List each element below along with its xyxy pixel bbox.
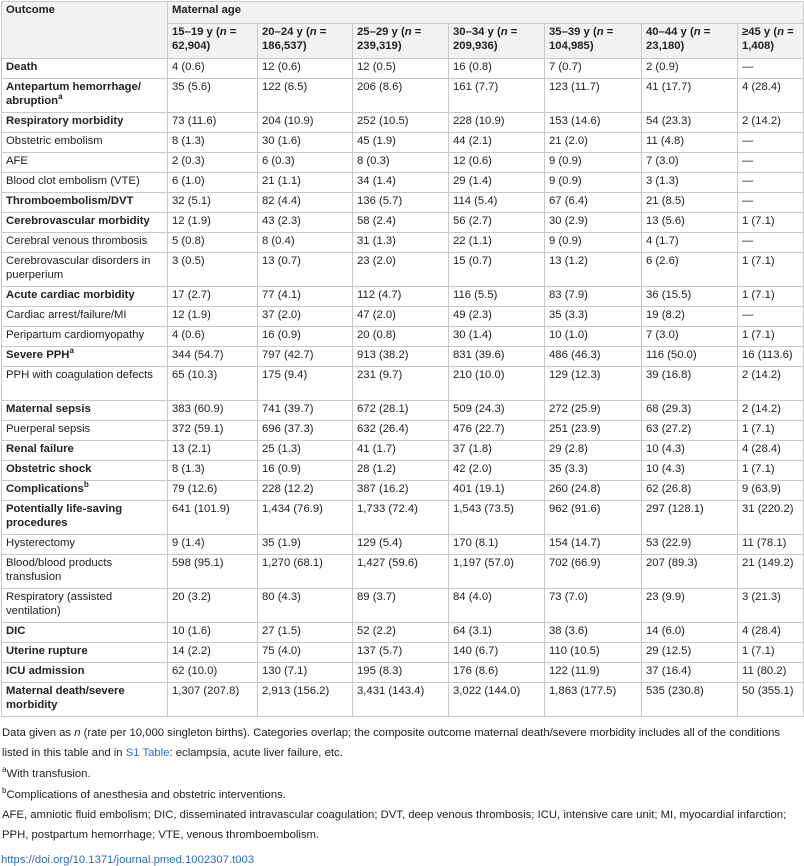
table-cell: 14 (2.2) [168, 643, 258, 663]
table-cell: 509 (24.3) [449, 401, 545, 421]
table-cell: 122 (6.5) [258, 79, 353, 113]
outcome-label: AFE [2, 153, 168, 173]
table-cell: 797 (42.7) [258, 347, 353, 367]
table-cell: 175 (9.4) [258, 367, 353, 401]
table-cell: 77 (4.1) [258, 287, 353, 307]
table-row [2, 233, 804, 253]
table-cell: 37 (1.8) [449, 441, 545, 461]
table-cell: 30 (2.9) [545, 213, 642, 233]
table-cell: 228 (12.2) [258, 481, 353, 501]
table-cell: 3 (0.5) [168, 253, 258, 287]
table-cell: 641 (101.9) [168, 501, 258, 535]
table-row [2, 133, 804, 153]
table-cell: 1,427 (59.6) [353, 555, 449, 589]
table-cell: 114 (5.4) [449, 193, 545, 213]
table-cell: 13 (2.1) [168, 441, 258, 461]
table-cell: 52 (2.2) [353, 623, 449, 643]
table-row [2, 367, 804, 401]
table-cell: 372 (59.1) [168, 421, 258, 441]
table-cell: 23 (2.0) [353, 253, 449, 287]
table-row [2, 589, 804, 623]
table-cell: 36 (15.5) [642, 287, 738, 307]
table-cell: 44 (2.1) [449, 133, 545, 153]
table-cell: 228 (10.9) [449, 113, 545, 133]
table-cell: 12 (0.5) [353, 59, 449, 79]
table-cell: 45 (1.9) [353, 133, 449, 153]
table-cell: 231 (9.7) [353, 367, 449, 401]
table-cell: 153 (14.6) [545, 113, 642, 133]
table-cell: 2 (14.2) [738, 401, 804, 421]
table-cell: — [738, 173, 804, 193]
table-cell: 122 (11.9) [545, 663, 642, 683]
table-cell: 4 (1.7) [642, 233, 738, 253]
table-cell: 207 (89.3) [642, 555, 738, 589]
table-cell: — [738, 59, 804, 79]
footnote-marker: a [58, 91, 63, 101]
table-cell: 161 (7.7) [449, 79, 545, 113]
table-cell: 42 (2.0) [449, 461, 545, 481]
table-cell: 6 (1.0) [168, 173, 258, 193]
table-cell: 486 (46.3) [545, 347, 642, 367]
table-cell: 64 (3.1) [449, 623, 545, 643]
table-cell: 35 (3.3) [545, 307, 642, 327]
table-cell: 137 (5.7) [353, 643, 449, 663]
table-cell: 112 (4.7) [353, 287, 449, 307]
table-cell: 7 (3.0) [642, 153, 738, 173]
table-cell: 8 (0.3) [353, 153, 449, 173]
table-cell: 31 (220.2) [738, 501, 804, 535]
table-row [2, 555, 804, 589]
table-cell: 54 (23.3) [642, 113, 738, 133]
table-cell: 535 (230.8) [642, 683, 738, 717]
table-cell: 1,434 (76.9) [258, 501, 353, 535]
table-cell: 598 (95.1) [168, 555, 258, 589]
table-cell: 67 (6.4) [545, 193, 642, 213]
outcome-label: Blood/blood products transfusion [2, 555, 168, 589]
table-row [2, 307, 804, 327]
table-cell: 21 (2.0) [545, 133, 642, 153]
table-row [2, 461, 804, 481]
table-cell: 16 (0.8) [449, 59, 545, 79]
table-cell: 2 (0.9) [642, 59, 738, 79]
outcome-label: Maternal death/severe morbidity [2, 683, 168, 717]
age-column-header: 20–24 y (n = 186,537) [258, 24, 353, 59]
footnote-marker: a [69, 346, 74, 356]
table-cell: 37 (2.0) [258, 307, 353, 327]
table-figure [1, 1, 803, 866]
s1-table-link[interactable]: S1 Table [125, 746, 170, 759]
doi-link[interactable]: https://doi.org/10.1371/journal.pmed.1002307.t003 [1, 854, 255, 866]
table-footnotes [1, 724, 803, 845]
outcome-label: Hysterectomy [2, 535, 168, 555]
table-cell: 1,863 (177.5) [545, 683, 642, 717]
outcome-label: DIC [2, 623, 168, 643]
table-cell: 29 (2.8) [545, 441, 642, 461]
table-cell: 1,307 (207.8) [168, 683, 258, 717]
table-cell: 9 (1.4) [168, 535, 258, 555]
table-cell: 31 (1.3) [353, 233, 449, 253]
table-cell: 5 (0.8) [168, 233, 258, 253]
table-cell: 84 (4.0) [449, 589, 545, 623]
table-cell: 29 (12.5) [642, 643, 738, 663]
table-cell: 13 (0.7) [258, 253, 353, 287]
table-cell: 1 (7.1) [738, 461, 804, 481]
footnote-abbreviations: AFE, amniotic fluid embolism; DIC, disseminated intravascular coagulation; DVT, deep venous thrombosis; ICU, intensive care unit; MI, myocardial infarction; PPH, postpartum hemorrhage; VTE, venous thromboembolism. [2, 809, 787, 841]
table-cell: 1,197 (57.0) [449, 555, 545, 589]
table-cell: 41 (1.7) [353, 441, 449, 461]
table-cell: 476 (22.7) [449, 421, 545, 441]
table-cell: 3 (1.3) [642, 173, 738, 193]
age-column-header: 40–44 y (n = 23,180) [642, 24, 738, 59]
table-cell: 1 (7.1) [738, 643, 804, 663]
table-cell: 297 (128.1) [642, 501, 738, 535]
table-cell: 10 (1.0) [545, 327, 642, 347]
table-body [2, 59, 804, 717]
table-cell: 2 (14.2) [738, 367, 804, 401]
table-cell: 11 (80.2) [738, 663, 804, 683]
age-column-header: ≥45 y (n = 1,408) [738, 24, 804, 59]
table-cell: 260 (24.8) [545, 481, 642, 501]
table-cell: 110 (10.5) [545, 643, 642, 663]
table-cell: 9 (0.9) [545, 173, 642, 193]
table-cell: 6 (0.3) [258, 153, 353, 173]
table-row [2, 481, 804, 501]
table-cell: 11 (78.1) [738, 535, 804, 555]
outcome-label: Respiratory (assisted ventilation) [2, 589, 168, 623]
table-cell: 37 (16.4) [642, 663, 738, 683]
table-cell: 8 (1.3) [168, 461, 258, 481]
table-cell: 4 (28.4) [738, 623, 804, 643]
table-cell: 195 (8.3) [353, 663, 449, 683]
table-row [2, 213, 804, 233]
table-cell: 4 (0.6) [168, 327, 258, 347]
table-cell: 962 (91.6) [545, 501, 642, 535]
table-row [2, 623, 804, 643]
table-row [2, 79, 804, 113]
outcome-label: Antepartum hemorrhage/ abruption$^a$ [2, 79, 168, 113]
table-cell: 116 (5.5) [449, 287, 545, 307]
table-cell: 210 (10.0) [449, 367, 545, 401]
table-cell: 80 (4.3) [258, 589, 353, 623]
table-cell: 831 (39.6) [449, 347, 545, 367]
outcome-label: Cerebrovascular disorders in puerperium [2, 253, 168, 287]
table-cell: 34 (1.4) [353, 173, 449, 193]
table-cell: 68 (29.3) [642, 401, 738, 421]
outcome-label: Cerebral venous thrombosis [2, 233, 168, 253]
table-cell: 1 (7.1) [738, 421, 804, 441]
age-column-header: 35–39 y (n = 104,985) [545, 24, 642, 59]
table-cell: 89 (3.7) [353, 589, 449, 623]
table-cell: 140 (6.7) [449, 643, 545, 663]
footnote-marker: b [83, 480, 89, 490]
table-cell: 53 (22.9) [642, 535, 738, 555]
table-cell: 741 (39.7) [258, 401, 353, 421]
outcome-label: Death [2, 59, 168, 79]
table-row [2, 663, 804, 683]
table-cell: 7 (3.0) [642, 327, 738, 347]
table-cell: 401 (19.1) [449, 481, 545, 501]
table-cell: 672 (28.1) [353, 401, 449, 421]
table-cell: 2 (14.2) [738, 113, 804, 133]
table-cell: 73 (11.6) [168, 113, 258, 133]
table-cell: 129 (12.3) [545, 367, 642, 401]
table-cell: 63 (27.2) [642, 421, 738, 441]
table-cell: 344 (54.7) [168, 347, 258, 367]
table-cell: 1,733 (72.4) [353, 501, 449, 535]
table-cell: 39 (16.8) [642, 367, 738, 401]
table-cell: 1,543 (73.5) [449, 501, 545, 535]
table-cell: 1 (7.1) [738, 327, 804, 347]
table-cell: 4 (0.6) [168, 59, 258, 79]
table-cell: 9 (63.9) [738, 481, 804, 501]
table-cell: 12 (0.6) [449, 153, 545, 173]
table-cell: 82 (4.4) [258, 193, 353, 213]
table-row [2, 193, 804, 213]
table-cell: 4 (28.4) [738, 79, 804, 113]
outcome-label: Complications$^b$ [2, 481, 168, 501]
table-cell: 204 (10.9) [258, 113, 353, 133]
table-cell: 206 (8.6) [353, 79, 449, 113]
table-cell: 3,431 (143.4) [353, 683, 449, 717]
outcome-label: Acute cardiac morbidity [2, 287, 168, 307]
outcome-label: Peripartum cardiomyopathy [2, 327, 168, 347]
table-cell: 35 (3.3) [545, 461, 642, 481]
footnote-b: $^b$Complications of anesthesia and obstetric interventions. [2, 786, 286, 801]
table-cell: 12 (1.9) [168, 213, 258, 233]
outcome-label: Potentially life-saving procedures [2, 501, 168, 535]
table-cell: 50 (355.1) [738, 683, 804, 717]
table-cell: 75 (4.0) [258, 643, 353, 663]
outcome-label: Cardiac arrest/failure/MI [2, 307, 168, 327]
outcome-label: Severe PPH$^a$ [2, 347, 168, 367]
age-column-header: 25–29 y (n = 239,319) [353, 24, 449, 59]
table-cell: — [738, 233, 804, 253]
table-cell: 14 (6.0) [642, 623, 738, 643]
table-cell: 252 (10.5) [353, 113, 449, 133]
table-cell: 251 (23.9) [545, 421, 642, 441]
table-cell: 35 (1.9) [258, 535, 353, 555]
table-cell: 1,270 (68.1) [258, 555, 353, 589]
outcome-label: Cerebrovascular morbidity [2, 213, 168, 233]
table-row [2, 535, 804, 555]
age-column-header: 15–19 y (n = 62,904) [168, 24, 258, 59]
table-cell: 65 (10.3) [168, 367, 258, 401]
table-row [2, 287, 804, 307]
table-row [2, 59, 804, 79]
table-row [2, 401, 804, 421]
table-cell: 16 (113.6) [738, 347, 804, 367]
table-cell: 13 (1.2) [545, 253, 642, 287]
table-cell: — [738, 307, 804, 327]
age-column-header: 30–34 y (n = 209,936) [449, 24, 545, 59]
outcome-label: Blood clot embolism (VTE) [2, 173, 168, 193]
table-cell: 49 (2.3) [449, 307, 545, 327]
table-cell: 383 (60.9) [168, 401, 258, 421]
table-row [2, 683, 804, 717]
table-cell: 11 (4.8) [642, 133, 738, 153]
table-cell: 62 (10.0) [168, 663, 258, 683]
table-cell: 21 (8.5) [642, 193, 738, 213]
table-cell: 696 (37.3) [258, 421, 353, 441]
table-cell: 79 (12.6) [168, 481, 258, 501]
table-cell: 16 (0.9) [258, 327, 353, 347]
table-cell: 19 (8.2) [642, 307, 738, 327]
outcome-label: Uterine rupture [2, 643, 168, 663]
table-cell: 15 (0.7) [449, 253, 545, 287]
table-cell: 35 (5.6) [168, 79, 258, 113]
table-row [2, 113, 804, 133]
table-cell: 130 (7.1) [258, 663, 353, 683]
table-cell: 1 (7.1) [738, 287, 804, 307]
table-cell: 3,022 (144.0) [449, 683, 545, 717]
table-cell: 123 (11.7) [545, 79, 642, 113]
table-cell: 9 (0.9) [545, 153, 642, 173]
table-row [2, 643, 804, 663]
table-cell: 30 (1.4) [449, 327, 545, 347]
table-cell: 21 (1.1) [258, 173, 353, 193]
outcome-label: Obstetric embolism [2, 133, 168, 153]
outcome-label: PPH with coagulation defects [2, 367, 168, 401]
footnote-main: Data given as n (rate per 10,000 singleton births). Categories overlap; the composite outcome maternal death/severe morbidity includes all of the conditions listed in this table and in S1 Table: eclampsia, acute liver failure, etc. [2, 727, 781, 759]
table-cell: 12 (0.6) [258, 59, 353, 79]
table-cell: 8 (0.4) [258, 233, 353, 253]
table-cell: 170 (8.1) [449, 535, 545, 555]
table-cell: 272 (25.9) [545, 401, 642, 421]
table-cell: 30 (1.6) [258, 133, 353, 153]
table-cell: 1 (7.1) [738, 213, 804, 233]
table-row [2, 253, 804, 287]
table-cell: 632 (26.4) [353, 421, 449, 441]
table-cell: 12 (1.9) [168, 307, 258, 327]
table-cell: 22 (1.1) [449, 233, 545, 253]
maternal-age-group-header: Maternal age [168, 2, 804, 24]
table-cell: 83 (7.9) [545, 287, 642, 307]
table-cell: 73 (7.0) [545, 589, 642, 623]
table-cell: 116 (50.0) [642, 347, 738, 367]
table-header [2, 2, 804, 59]
table-cell: 10 (4.3) [642, 461, 738, 481]
table-cell: 29 (1.4) [449, 173, 545, 193]
outcome-label: Puerperal sepsis [2, 421, 168, 441]
table-cell: 387 (16.2) [353, 481, 449, 501]
table-row [2, 347, 804, 367]
outcome-column-header: Outcome [2, 2, 168, 59]
table-cell: — [738, 193, 804, 213]
table-cell: 62 (26.8) [642, 481, 738, 501]
table-cell: 129 (5.4) [353, 535, 449, 555]
table-cell: 47 (2.0) [353, 307, 449, 327]
table-cell: 136 (5.7) [353, 193, 449, 213]
table-cell: 41 (17.7) [642, 79, 738, 113]
table-cell: 2,913 (156.2) [258, 683, 353, 717]
table-row [2, 153, 804, 173]
table-cell: 23 (9.9) [642, 589, 738, 623]
table-cell: 7 (0.7) [545, 59, 642, 79]
table-cell: 6 (2.6) [642, 253, 738, 287]
table-row [2, 173, 804, 193]
outcome-label: Obstetric shock [2, 461, 168, 481]
table-cell: 2 (0.3) [168, 153, 258, 173]
outcome-label: Maternal sepsis [2, 401, 168, 421]
table-cell: 8 (1.3) [168, 133, 258, 153]
table-cell: — [738, 133, 804, 153]
table-row [2, 501, 804, 535]
table-cell: 154 (14.7) [545, 535, 642, 555]
table-cell: 16 (0.9) [258, 461, 353, 481]
table-cell: 43 (2.3) [258, 213, 353, 233]
table-row [2, 421, 804, 441]
outcome-label: Respiratory morbidity [2, 113, 168, 133]
table-cell: 176 (8.6) [449, 663, 545, 683]
table-row [2, 327, 804, 347]
table-cell: 20 (0.8) [353, 327, 449, 347]
table-cell: 56 (2.7) [449, 213, 545, 233]
table-cell: 25 (1.3) [258, 441, 353, 461]
table-cell: 10 (1.6) [168, 623, 258, 643]
table-cell: 32 (5.1) [168, 193, 258, 213]
table-cell: 702 (66.9) [545, 555, 642, 589]
table-cell: 21 (149.2) [738, 555, 804, 589]
table-cell: 38 (3.6) [545, 623, 642, 643]
table-cell: 1 (7.1) [738, 253, 804, 287]
table-cell: 9 (0.9) [545, 233, 642, 253]
footnote-a: $^a$With transfusion. [2, 765, 91, 780]
table-cell: 4 (28.4) [738, 441, 804, 461]
outcome-label: ICU admission [2, 663, 168, 683]
table-cell: 3 (21.3) [738, 589, 804, 623]
table-cell: 58 (2.4) [353, 213, 449, 233]
table-cell: 10 (4.3) [642, 441, 738, 461]
table-cell: — [738, 153, 804, 173]
table-cell: 20 (3.2) [168, 589, 258, 623]
table-cell: 17 (2.7) [168, 287, 258, 307]
maternal-outcomes-table [1, 1, 804, 717]
table-cell: 28 (1.2) [353, 461, 449, 481]
table-cell: 913 (38.2) [353, 347, 449, 367]
table-row [2, 441, 804, 461]
table-cell: 13 (5.6) [642, 213, 738, 233]
outcome-label: Renal failure [2, 441, 168, 461]
table-cell: 27 (1.5) [258, 623, 353, 643]
outcome-label: Thromboembolism/DVT [2, 193, 168, 213]
